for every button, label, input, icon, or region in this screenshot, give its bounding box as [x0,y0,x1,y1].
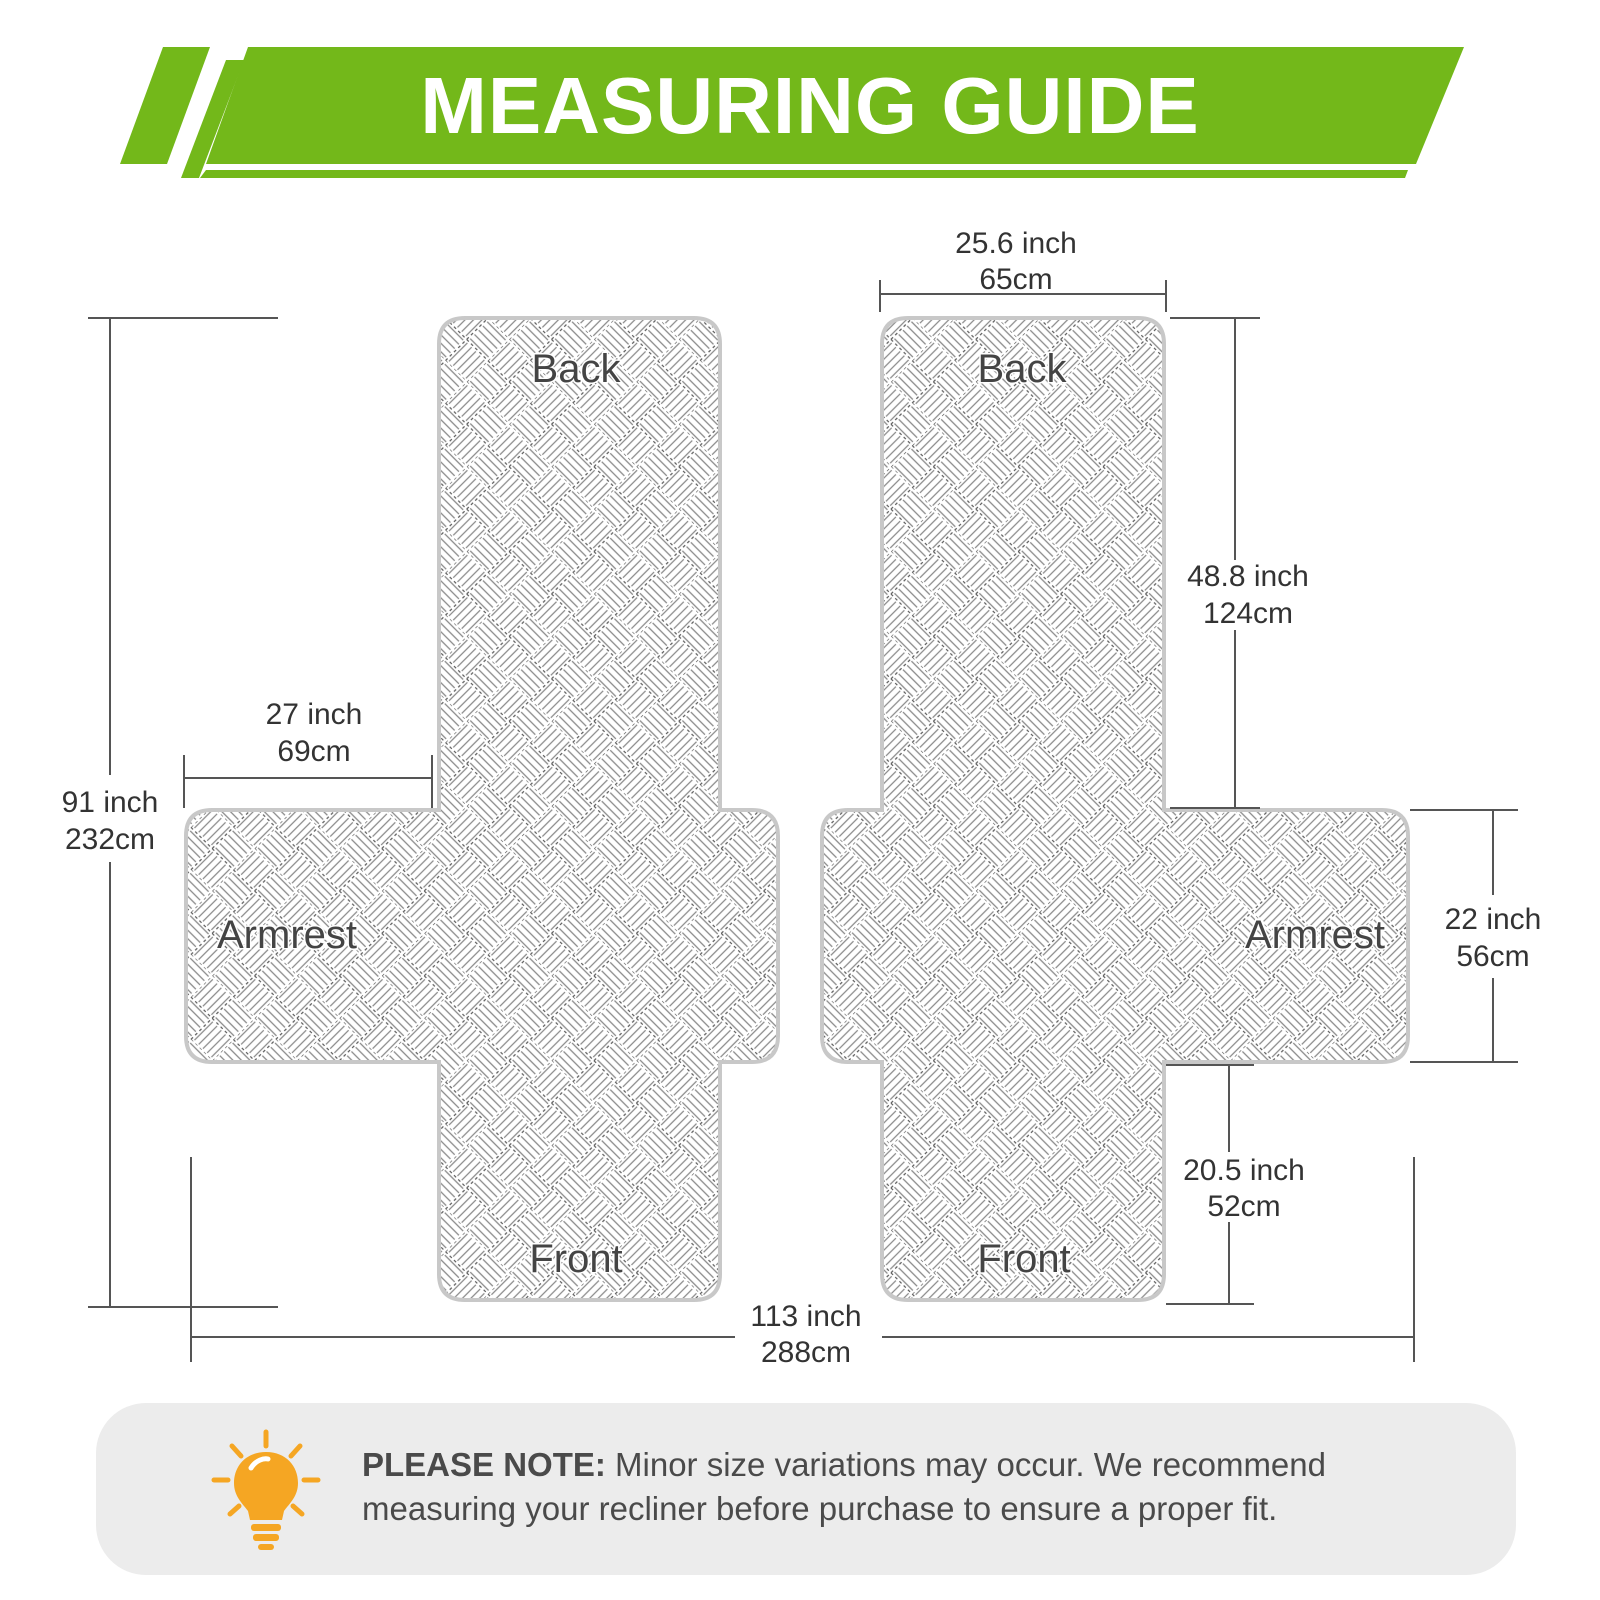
back-length-inch: 48.8 inch [1187,560,1309,593]
note-body: Minor size variations may occur. We recommend measuring your recliner before purchase to ensure a proper fit. [362,1446,1326,1527]
dimension-total-width [191,1157,1414,1369]
note-panel [96,1403,1516,1575]
total-length-inch: 91 inch [61,786,159,819]
back-length-cm: 124cm [1202,597,1294,630]
armrest-label: Armrest [1245,913,1385,957]
dimension-armrest-depth [1410,810,1541,1062]
armrest-width-cm: 69cm [277,735,351,768]
total-length-cm: 232cm [64,823,156,856]
lightbulb-icon [206,1428,326,1553]
page-title: MEASURING GUIDE [420,61,1200,150]
dimension-seat-width [880,227,1166,312]
back-label: Back [531,347,621,391]
total-width-inch: 113 inch [750,1300,862,1333]
front-label: Front [977,1237,1071,1281]
armrest-label: Armrest [217,913,357,957]
back-label: Back [977,347,1067,391]
dimension-armrest-width [184,698,432,808]
banner-underline [200,170,1408,178]
seat-width-inch: 25.6 inch [955,227,1077,260]
cover-left [186,318,778,1300]
seat-width-cm: 65cm [979,263,1053,296]
front-length-inch: 20.5 inch [1183,1154,1305,1187]
front-length-cm: 52cm [1207,1190,1281,1223]
armrest-width-inch: 27 inch [265,698,363,731]
cover-right-outline [822,318,1408,1300]
total-width-cm: 288cm [760,1336,852,1369]
note-label: PLEASE NOTE: [362,1446,606,1483]
dimension-back-length [1170,318,1309,808]
note-text [362,1443,1482,1531]
armrest-depth-cm: 56cm [1456,940,1530,973]
cover-left-outline [186,318,778,1300]
armrest-depth-inch: 22 inch [1444,903,1542,936]
dimension-front-length [1166,1065,1305,1304]
cover-right [822,318,1408,1300]
front-label: Front [529,1237,623,1281]
title-banner [120,47,1464,178]
